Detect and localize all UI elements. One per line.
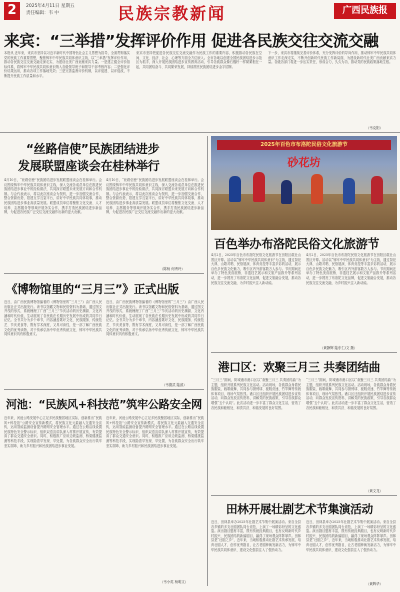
hechi-title: 河池：“民族风+科技范”筑牢公路安全网 bbox=[6, 398, 202, 411]
photo-runner bbox=[229, 176, 241, 202]
section-title: 民族宗教新闻 bbox=[118, 4, 227, 23]
photo-banner: 2025年百色市布洛陀民俗文化旅游节 bbox=[217, 140, 391, 150]
tianlin-body-col1: 近日，田林县举办2025年壮剧艺术节集中展演活动。来自全县各乡镇的多支壮剧团队同台竞技，上演了一场精彩纷呈的文化盛宴。演出剧目题材丰富，既有传统经典剧目，也有反映新时代乡村振兴、民族团结的新编剧目，赢得了现场观众阵阵掌声。田林县是“壮剧之乡”，近年来，当地积极推动壮剧艺术传承发展，培育壮剧人才，创作优秀剧目，让古老剧种焕发新活力，为铸牢中华民族共同体意识、建设文化强县注入了强劲动力。 bbox=[211, 520, 301, 552]
photo-credit: （黄静辉 陆东仁/文 摄） bbox=[320, 346, 358, 350]
silk-body-col1: 4月10日，“丝路信使”民族团结进步发展联盟座谈会在桂林举行。会议围绕铸牢中华民族共同体意识主线，深入交流各成员单位在推进民族团结进步事业中的经验做法，共同探讨联盟未来发展方向和合作机制。与会代表表示，将以此次座谈会为契机，进一步加强交流合作，整合资源优势，搭建互学互鉴平台，讲好中华民族共同体故事，推动民族团结进步事业高质量发展。联盟成员单位将聚焦文化交流、人才培养、志愿服务等领域开展务实合作，携手打造民族团结进步新品牌，为促进各民族广泛交往交流交融作出新的更大贡献。 bbox=[4, 178, 102, 215]
gangkou-source: （黄文龙） bbox=[366, 489, 383, 493]
publication-date: 2025年4月11日 星期五 bbox=[26, 4, 75, 9]
lead-body-col1: 本报讯 近年来，来宾市坚持以习近平新时代中国特色社会主义思想为指导，全面贯彻落实党的民族工作重要思想，聚焦铸牢中华民族共同体意识主线，以“三举措”发挥评价作用，推动各民族交往交流交融走深走实，为建设壮美广西贡献来宾力量。一是建立健全评价指标体系，将铸牢中华民族共同体意识纳入各级领导班子和领导干部考核内容；二是强化评价结果运用，推动各项工作落地见效；三是完善监督评价机制，以评促建、以评促改，不断提升民族工作质量和水平。 bbox=[4, 51, 130, 78]
museum-body-col1: 近日，由广西民族博物馆编著的《博物馆里的“三月三”》由广西人民出版社正式出版发行。该书以馆藏文物和民俗资料为基础，通过图文并茂的形式，系统梳理了广西“三月三”节庆活动的历史渊源、文化内涵和时代价值，生动展现了各民族在长期历史发展中形成的共同节日记忆。全书共分为多个章节，内容涵盖歌圩文化、民族服饰、传统技艺、节庆美食等，既有学术深度，又具可读性，是一部了解广西民族文化的优秀读物，对于传承弘扬中华优秀传统文化、铸牢中华民族共同体意识具有积极意义。 bbox=[4, 300, 102, 337]
divider bbox=[211, 352, 397, 353]
tianlin-title: 田林开展壮剧艺术节集演活动 bbox=[226, 502, 373, 516]
hechi-body-col2: 近年来，河池公路发展中心立足多民族聚居地区实际，创新推出“民族风+科技范”公路安全宣传新模式，将民族文化元素融入交通安全宣传，运用智能监测设备提升路网安全管理水平。通过在公路沿线设置民族特色安全警示标识、组织双语宣讲队深入村寨开展宣传，有效提高了群众交通安全意识。同时，积极推广应用边坡监测、桥梁健康监测等科技手段，实现隐患早发现、早处置，为各族群众安全出行筑牢坚实屏障，助力乡村振兴和民族团结进步事业发展。 bbox=[106, 416, 204, 448]
museum-title: 《博物馆里的“三月三”》正式出版 bbox=[6, 282, 179, 296]
lead-headline: 来宾：“三举措”发挥评价作用 促进各民族交往交流交融 bbox=[4, 32, 379, 50]
divider bbox=[211, 495, 397, 496]
newspaper-name: 广西民族报 bbox=[334, 3, 396, 19]
photo-runner bbox=[371, 176, 383, 204]
museum-source: （韦德武 陆滨） bbox=[162, 383, 187, 387]
lead-source: （韦克阳） bbox=[366, 126, 383, 130]
hechi-body-col1: 近年来，河池公路发展中心立足多民族聚居地区实际，创新推出“民族风+科技范”公路安全宣传新模式，将民族文化元素融入交通安全宣传，运用智能监测设备提升路网安全管理水平。通过在公路沿线设置民族特色安全警示标识、组织双语宣讲队深入村寨开展宣传，有效提高了群众交通安全意识。同时，积极推广应用边坡监测、桥梁健康监测等科技手段，实现隐患早发现、早处置，为各族群众安全出行筑牢坚实屏障，助力乡村振兴和民族团结进步事业发展。 bbox=[4, 416, 102, 448]
silk-source: （陈杨 何秀玲） bbox=[160, 267, 185, 271]
photo-runner bbox=[311, 174, 323, 204]
gangkou-title: 港口区：欢聚三月三 共奏团结曲 bbox=[218, 360, 381, 374]
silk-title-line1: “丝路信使”民族团结进步 bbox=[26, 142, 160, 156]
baise-body-col1: 4月2日，2025年百色市布洛陀民俗文化旅游节在田阳区敢壮山景区开幕。活动以“铸牢中华民族共同体意识”为主线，通过祭祀大典、山歌对唱、民俗展演、体育竞技等丰富多彩的活动，展示百色多民族文化魅力，吸引区内外游客数万人参与。节庆期间还举办了特色美食展销、非遗技艺展示和文旅产品推介等系列活动，进一步擦亮了布洛陀文化品牌，促进文旅融合发展，推动各民族交往交流交融，为乡村振兴注入新动能。 bbox=[211, 253, 301, 285]
photo-runner bbox=[281, 180, 292, 204]
silk-body-col2: 4月10日，“丝路信使”民族团结进步发展联盟座谈会在桂林举行。会议围绕铸牢中华民族共同体意识主线，深入交流各成员单位在推进民族团结进步事业中的经验做法，共同探讨联盟未来发展方向和合作机制。与会代表表示，将以此次座谈会为契机，进一步加强交流合作，整合资源优势，搭建互学互鉴平台，讲好中华民族共同体故事，推动民族团结进步事业高质量发展。联盟成员单位将聚焦文化交流、人才培养、志愿服务等领域开展务实合作，携手打造民族团结进步新品牌，为促进各民族广泛交往交流交融作出新的更大贡献。 bbox=[106, 178, 204, 215]
column-divider bbox=[207, 136, 208, 586]
silk-title-line2: 发展联盟座谈会在桂林举行 bbox=[18, 159, 160, 173]
gangkou-body-col2: “三月三”期间，防城港市港口区以“欢聚三月三 共奏团结曲”为主题，组织开展系列民族文化活动。活动现场，各族群众身着民族服装，载歌载舞，共同参与抛绣球、板鞋竞速、竹竿舞等传统体育项目，现场气氛热烈。港口区还组织开展民族团结进步宣传活动，向群众发放宣传资料，讲解党的民族政策，引导各族群众增强“五个认同”。此次活动进一步丰富了群众文化生活，营造了各民族和睦相处、和衷共济、和谐发展的良好氛围。 bbox=[306, 378, 396, 410]
lead-body-col2: 来宾市坚持把促进各民族交往交流交融作为民族工作的重要内容，积极推动各民族在空间、文化、经济、社会、心理等方面全方位嵌入。全市各地以创建全国民族团结进步示范区为抓手，深入开展民族团结进步宣传教育活动，引导各族群众像石榴籽一样紧紧抱在一起，共同团结奋斗、共同繁荣发展，持续擦亮民族团结进步金字招牌。 bbox=[136, 51, 262, 69]
editor-credit: 责任编辑：韦 中 bbox=[26, 11, 59, 16]
baise-caption: 百色举办布洛陀民俗文化旅游节 bbox=[214, 237, 380, 251]
festival-photo bbox=[211, 136, 397, 230]
baise-body-col2: 4月2日，2025年百色市布洛陀民俗文化旅游节在田阳区敢壮山景区开幕。活动以“铸牢中华民族共同体意识”为主线，通过祭祀大典、山歌对唱、民俗展演、体育竞技等丰富多彩的活动，展示百色多民族文化魅力，吸引区内外游客数万人参与。节庆期间还举办了特色美食展销、非遗技艺展示和文旅产品推介等系列活动，进一步擦亮了布洛陀文化品牌，促进文旅融合发展，推动各民族交往交流交融，为乡村振兴注入新动能。 bbox=[306, 253, 396, 285]
tianlin-body-col2: 近日，田林县举办2025年壮剧艺术节集中展演活动。来自全县各乡镇的多支壮剧团队同台竞技，上演了一场精彩纷呈的文化盛宴。演出剧目题材丰富，既有传统经典剧目，也有反映新时代乡村振兴、民族团结的新编剧目，赢得了现场观众阵阵掌声。田林县是“壮剧之乡”，近年来，当地积极推动壮剧艺术传承发展，培育壮剧人才，创作优秀剧目，让古老剧种焕发新活力，为铸牢中华民族共同体意识、建设文化强县注入了强劲动力。 bbox=[306, 520, 396, 552]
hechi-source: （韦小英 杨明文） bbox=[160, 580, 189, 584]
divider bbox=[4, 273, 204, 274]
photo-runner bbox=[253, 172, 265, 202]
lead-body-col3: 下一步，来宾市将继续完善评价体系，充分发挥评价的导向作用，推动铸牢中华民族共同体意识工作走深走实，不断开创新时代民族工作新局面，为建设新时代壮美广西贡献来宾力量。各级各部门将进一步压实责任，形成合力，久久为功，推动党的民族政策落地生根。 bbox=[268, 51, 396, 65]
divider bbox=[4, 389, 204, 390]
tianlin-source: （黄辉华） bbox=[366, 582, 383, 586]
museum-body-col2: 近日，由广西民族博物馆编著的《博物馆里的“三月三”》由广西人民出版社正式出版发行。该书以馆藏文物和民俗资料为基础，通过图文并茂的形式，系统梳理了广西“三月三”节庆活动的历史渊源、文化内涵和时代价值，生动展现了各民族在长期历史发展中形成的共同节日记忆。全书共分为多个章节，内容涵盖歌圩文化、民族服饰、传统技艺、节庆美食等，既有学术深度，又具可读性，是一部了解广西民族文化的优秀读物，对于传承弘扬中华优秀传统文化、铸牢中华民族共同体意识具有积极意义。 bbox=[106, 300, 204, 337]
photo-sign: 砂花坊 bbox=[287, 156, 321, 169]
section-divider bbox=[0, 132, 400, 133]
gangkou-body-col1: “三月三”期间，防城港市港口区以“欢聚三月三 共奏团结曲”为主题，组织开展系列民族文化活动。活动现场，各族群众身着民族服装，载歌载舞，共同参与抛绣球、板鞋竞速、竹竿舞等传统体育项目，现场气氛热烈。港口区还组织开展民族团结进步宣传活动，向群众发放宣传资料，讲解党的民族政策，引导各族群众增强“五个认同”。此次活动进一步丰富了群众文化生活，营造了各民族和睦相处、和衷共济、和谐发展的良好氛围。 bbox=[211, 378, 301, 410]
page-number: 2 bbox=[4, 2, 20, 20]
photo-runner bbox=[343, 178, 355, 204]
